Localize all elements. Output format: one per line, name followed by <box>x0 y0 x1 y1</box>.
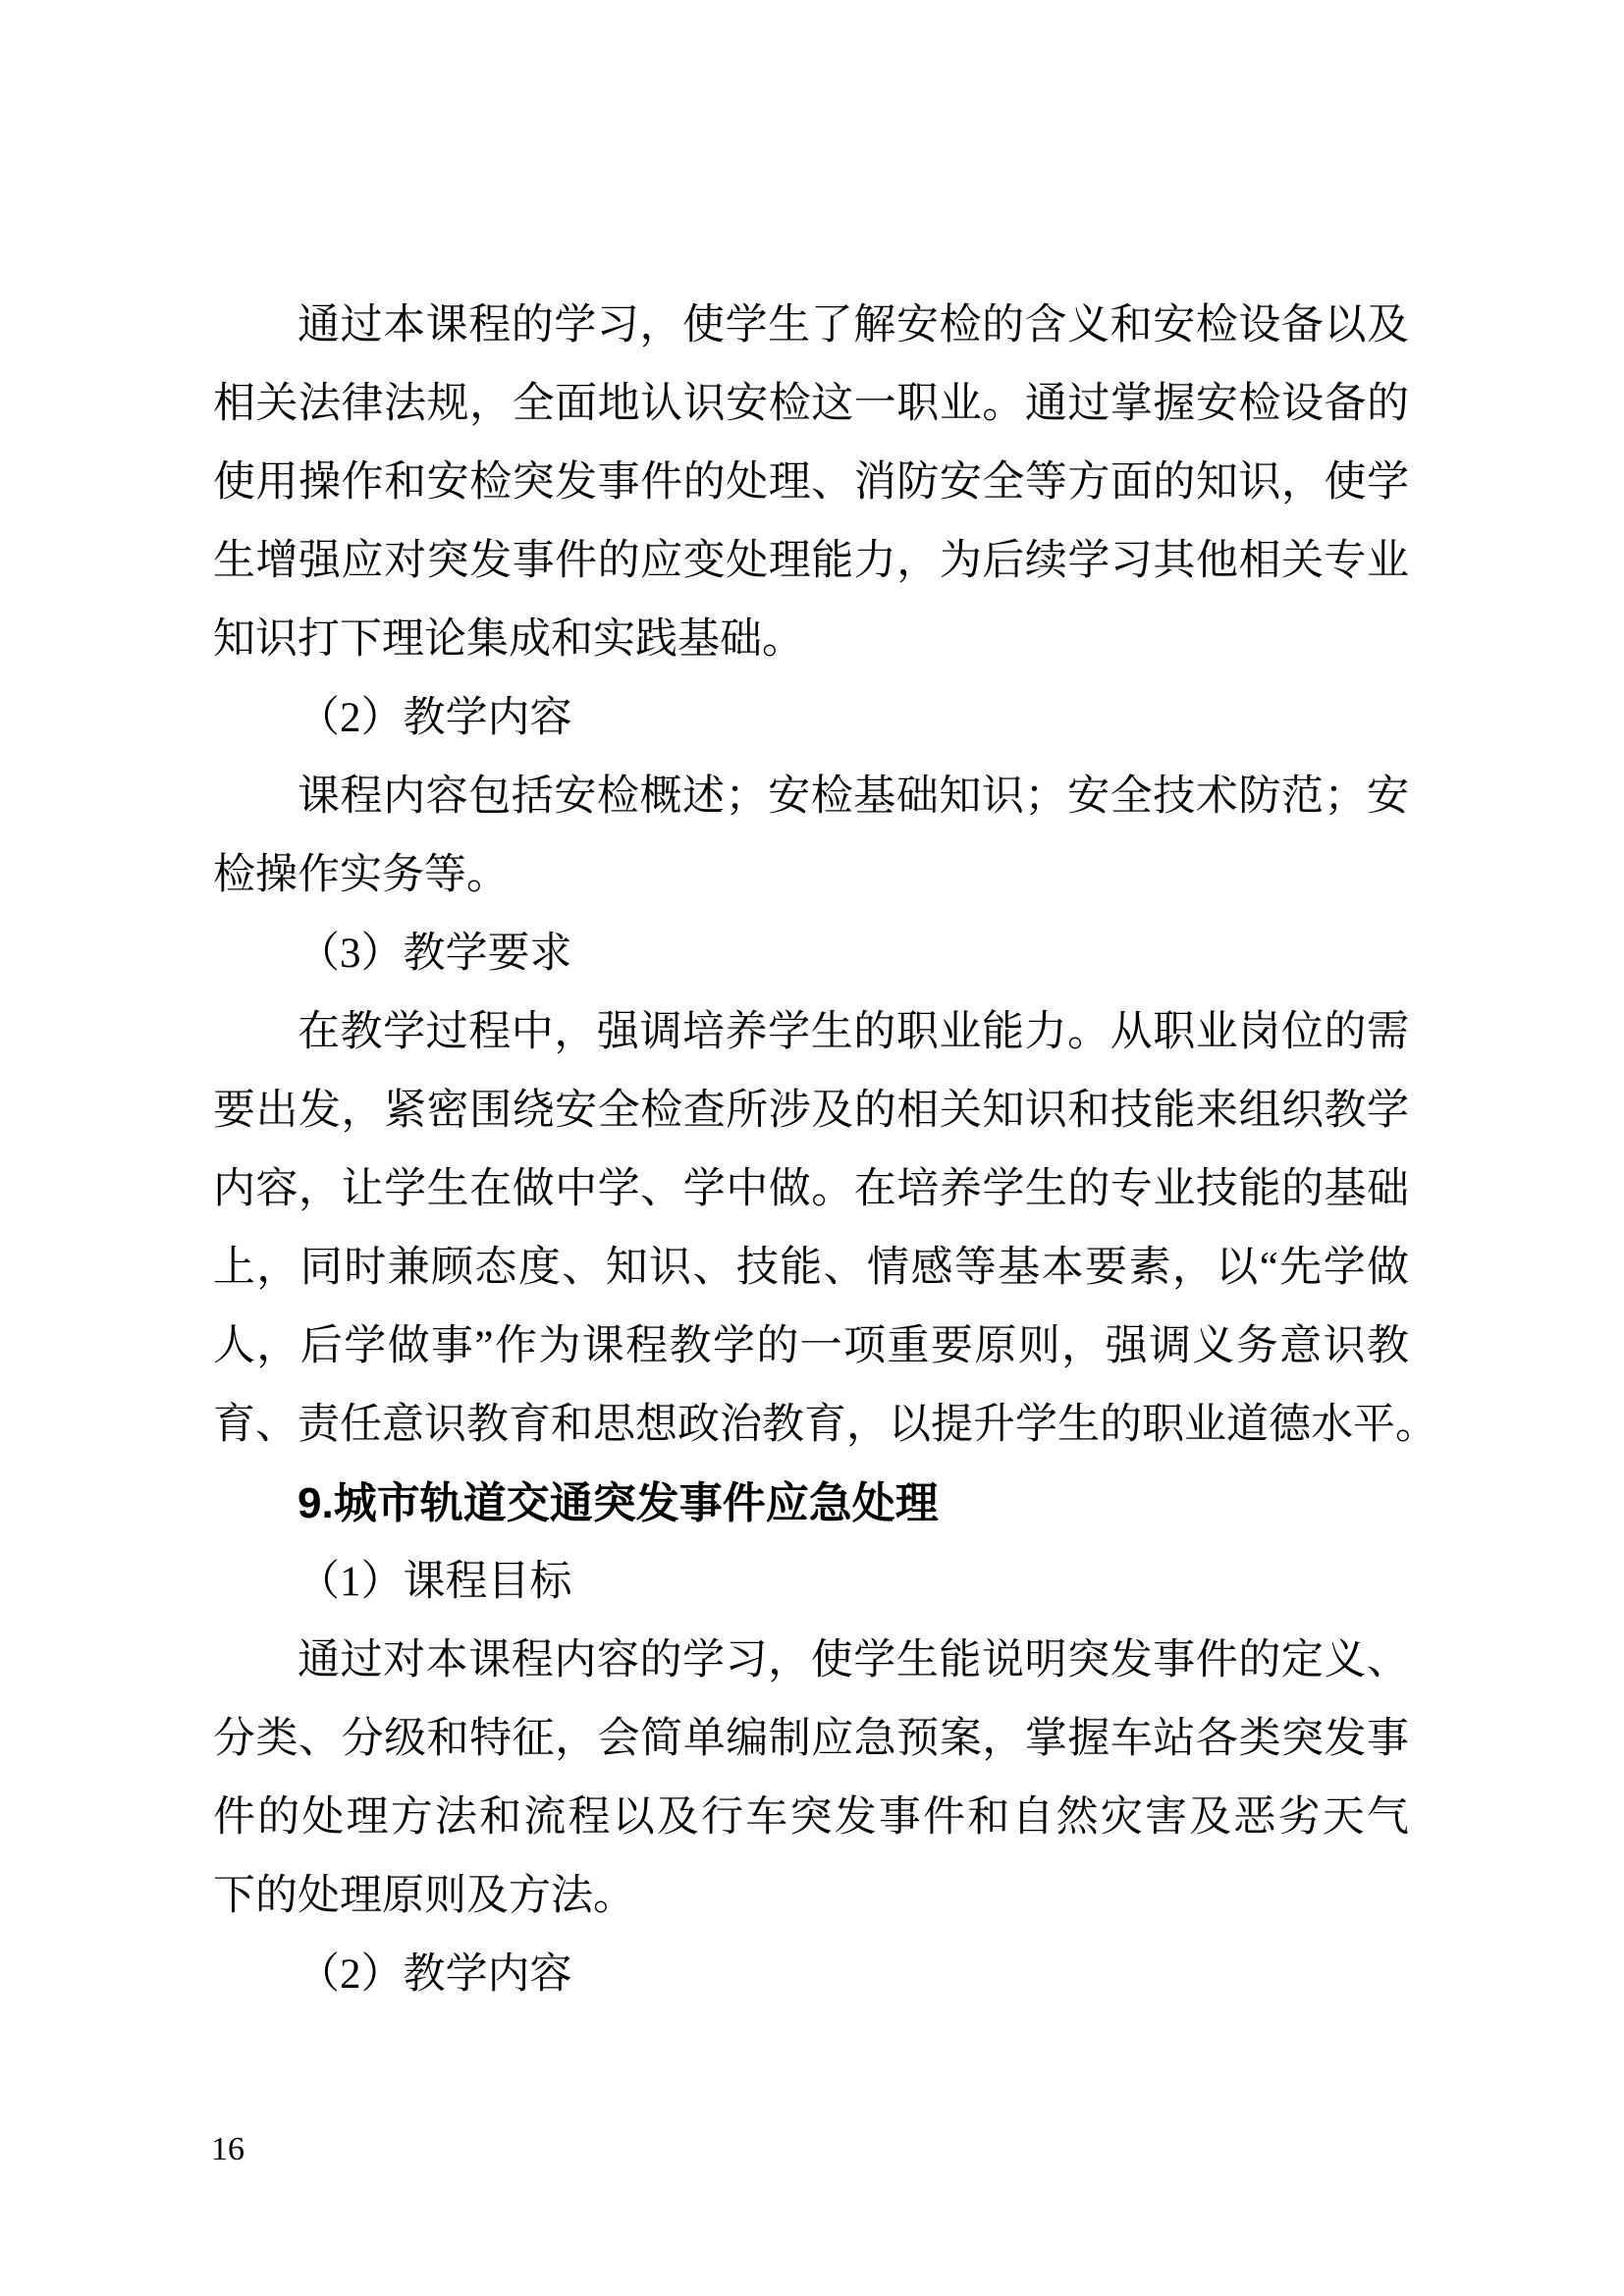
section-heading-emergency-handling: 9.城市轨道交通突发事件应急处理 <box>298 1479 939 1527</box>
paragraph-line: 在教学过程中，强调培养学生的职业能力。从职业岗位的需 <box>298 1009 1409 1055</box>
paragraph-line: 检操作实务等。 <box>213 852 509 898</box>
paragraph-line: 要出发，紧密围绕安全检查所涉及的相关知识和技能来组织教学 <box>213 1088 1409 1134</box>
page-number: 16 <box>211 2131 244 2167</box>
paragraph-line: 知识打下理论集成和实践基础。 <box>213 616 804 663</box>
paragraph-line: 使用操作和安检突发事件的处理、消防安全等方面的知识，使学 <box>213 459 1409 506</box>
paragraph-line: 生增强应对突发事件的应变处理能力，为后续学习其他相关专业 <box>213 538 1409 584</box>
paragraph-line: 人，后学做事”作为课程教学的一项重要原则，强调义务意识教 <box>213 1323 1409 1369</box>
document-body <box>213 287 1437 2014</box>
paragraph-line: 分类、分级和特征，会简单编制应急预案，掌握车站各类突发事 <box>213 1716 1409 1762</box>
paragraph-line: 上，同时兼顾态度、知识、技能、情感等基本要素，以“先学做 <box>213 1245 1409 1291</box>
paragraph-line: 育、责任意识教育和思想政治教育，以提升学生的职业道德水平。 <box>213 1402 1437 1448</box>
subheading-course-objectives: （1）课程目标 <box>298 1559 572 1605</box>
paragraph-line: 相关法律法规，全面地认识安检这一职业。通过掌握安检设备的 <box>213 381 1409 427</box>
paragraph-line: 通过对本课程内容的学习，使学生能说明突发事件的定义、 <box>298 1637 1409 1683</box>
paragraph-line: 课程内容包括安检概述；安检基础知识；安全技术防范；安 <box>298 774 1409 820</box>
paragraph-line: 下的处理原则及方法。 <box>213 1873 635 1919</box>
subheading-teaching-content: （2）教学内容 <box>298 1951 572 1998</box>
subheading-teaching-requirements: （3）教学要求 <box>298 931 572 977</box>
paragraph-line: 内容，让学生在做中学、学中做。在培养学生的专业技能的基础 <box>213 1166 1409 1212</box>
paragraph-line: 件的处理方法和流程以及行车突发事件和自然灾害及恶劣天气 <box>213 1794 1409 1841</box>
paragraph-line: 通过本课程的学习，使学生了解安检的含义和安检设备以及 <box>298 302 1409 348</box>
subheading-teaching-content: （2）教学内容 <box>298 695 572 741</box>
